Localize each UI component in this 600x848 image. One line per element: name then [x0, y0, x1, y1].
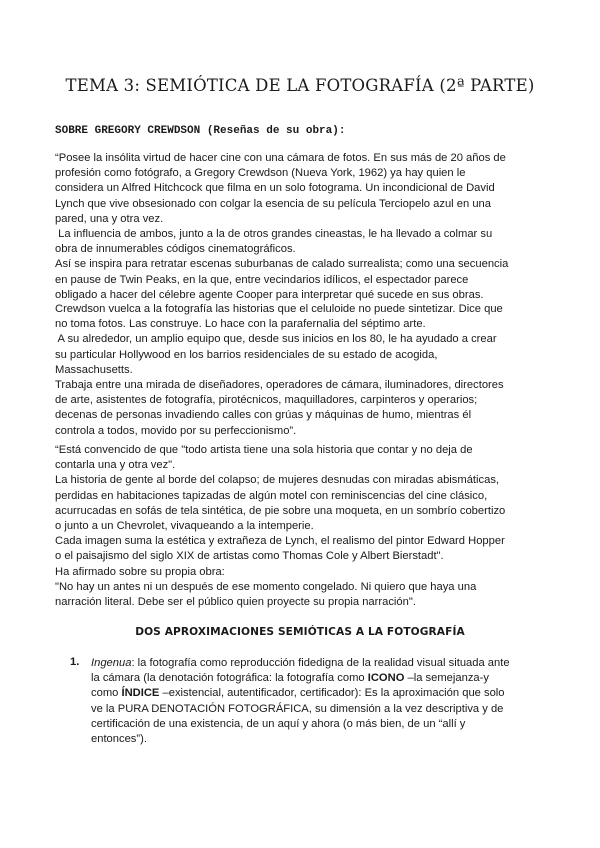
text-line: Lynch que vive obsesionado con colgar la esencia de su película Terciopelo azul en una — [55, 197, 491, 210]
term-icono: ICONO — [367, 672, 405, 685]
paragraph-story — [55, 443, 550, 610]
text-line: certificación de una existencia, de un aquí y ahora (o más bien, de un “allí y — [91, 717, 466, 730]
text-line: Ha afirmado sobre su propia obra: — [55, 565, 225, 578]
text-line: en pause de Twin Peaks, en la que, entre vecindarios idílicos, el espectador parece — [55, 273, 469, 286]
section-subheading: SOBRE GREGORY CREWDSON (Reseñas de su obra): — [55, 125, 346, 137]
paragraph-construction — [55, 302, 550, 439]
text-line — [91, 671, 556, 686]
text-line: perdidas en habitaciones tapizadas de algún motel con reminiscencias del cine clásico, — [55, 489, 488, 502]
text-line: Así se inspira para retratar escenas suburbanas de calado surrealista; como una secuencia — [55, 258, 509, 271]
term-indice: ÍNDICE — [121, 687, 160, 700]
text-line: Crewdson vuelca a la fotografía las historias que el celuloide no puede sintetizar. Dice que — [55, 303, 503, 315]
text-line: su particular Hollywood en los barrios residenciales de su estado de acogida, — [55, 348, 438, 361]
list-item — [91, 656, 556, 747]
text-line: “Posee la insólita virtud de hacer cine con una cámara de fotos. En sus más de 20 años de — [55, 152, 506, 164]
text-line: La historia de gente al borde del colapso; de mujeres desnudas con miradas abismáticas, — [55, 474, 500, 487]
text-line: decenas de personas invadiendo calles con grúas y máquinas de humo, mientras él — [55, 409, 472, 422]
text-line: obra de innumerables códigos cinematográficos. — [55, 243, 296, 256]
text-line: A su alrededor, un amplio equipo que, desde sus inicios en los 80, le ha ayudado a crear — [55, 333, 497, 346]
text-line — [91, 686, 556, 701]
text-run: –la semejanza-y — [404, 672, 489, 685]
text-run: como — [91, 687, 122, 700]
text-line: narración literal. Debe ser el público quien proyecte su propia narración". — [55, 596, 416, 609]
text-line: acurrucadas en sofás de tela sintética, de pie sobre una moqueta, en un sombrío cobertizo — [55, 504, 506, 517]
text-line: profesión como fotógrafo, a Gregory Crewdson (Nueva York, 1962) ya hay quien le — [55, 167, 466, 180]
text-line: "No hay un antes ni un después de ese momento congelado. Ni quiero que haya una — [55, 580, 477, 593]
text-line: de arte, asistentes de fotografía, pirotécnicos, maquilladores, carpinteros y operarios; — [55, 394, 478, 407]
text-line: Trabaja entre una mirada de diseñadores, operadores de cámara, iluminadores, directores — [55, 379, 504, 392]
section-heading: DOS APROXIMACIONES SEMIÓTICAS A LA FOTOGRAFÍA — [135, 626, 465, 638]
text-line: Massachusetts. — [55, 363, 133, 376]
text-line: controla a todos, movido por su perfeccionismo”. — [55, 424, 297, 437]
term-ingenua: Ingenua — [91, 657, 132, 669]
text-line: pared, una y otra vez. — [55, 212, 164, 225]
paragraph-intro — [55, 151, 550, 303]
text-line: La influencia de ambos, junto a la de otros grandes cineastas, le ha llevado a colmar su — [55, 228, 493, 241]
text-line: “Está convencido de que "todo artista tiene una sola historia que contar y no deja de — [55, 444, 473, 456]
text-run: –existencial, autentificador, certificador): Es la aproximación que solo — [159, 687, 505, 700]
text-line: considera un Alfred Hitchcock que filma en un solo fotograma. Un incondicional de David — [55, 182, 495, 195]
text-line: Cada imagen suma la estética y extrañeza de Lynch, el realismo del pintor Edward Hopper — [55, 535, 505, 548]
text-line: entonces”). — [91, 733, 147, 746]
text-line: contarla una y otra vez". — [55, 459, 176, 472]
text-line: no toma fotos. Las construye. Lo hace con la parafernalia del séptimo arte. — [55, 318, 426, 331]
text-run: : la fotografía como reproducción fidedigna de la realidad visual situada ante — [131, 657, 510, 669]
text-run: la cámara (la denotación fotográfica: la fotografía como — [91, 672, 368, 685]
text-line: obligado a hacer del célebre agente Cooper para interpretar qué sucede en sus obras. — [55, 288, 484, 301]
text-line: o junto a un Chevrolet, vivaqueando a la intemperie. — [55, 520, 314, 533]
text-line — [91, 656, 556, 671]
list-item-number: 1. — [70, 656, 80, 668]
text-line: ve la PURA DENOTACIÓN FOTOGRÁFICA, su dimensión a la vez descriptiva y de — [91, 702, 504, 715]
text-line: o el paisajismo del siglo XIX de artistas como Thomas Cole y Albert Bierstadt". — [55, 550, 444, 563]
page-title: TEMA 3: SEMIÓTICA DE LA FOTOGRAFÍA (2ª PARTE) — [65, 76, 535, 95]
